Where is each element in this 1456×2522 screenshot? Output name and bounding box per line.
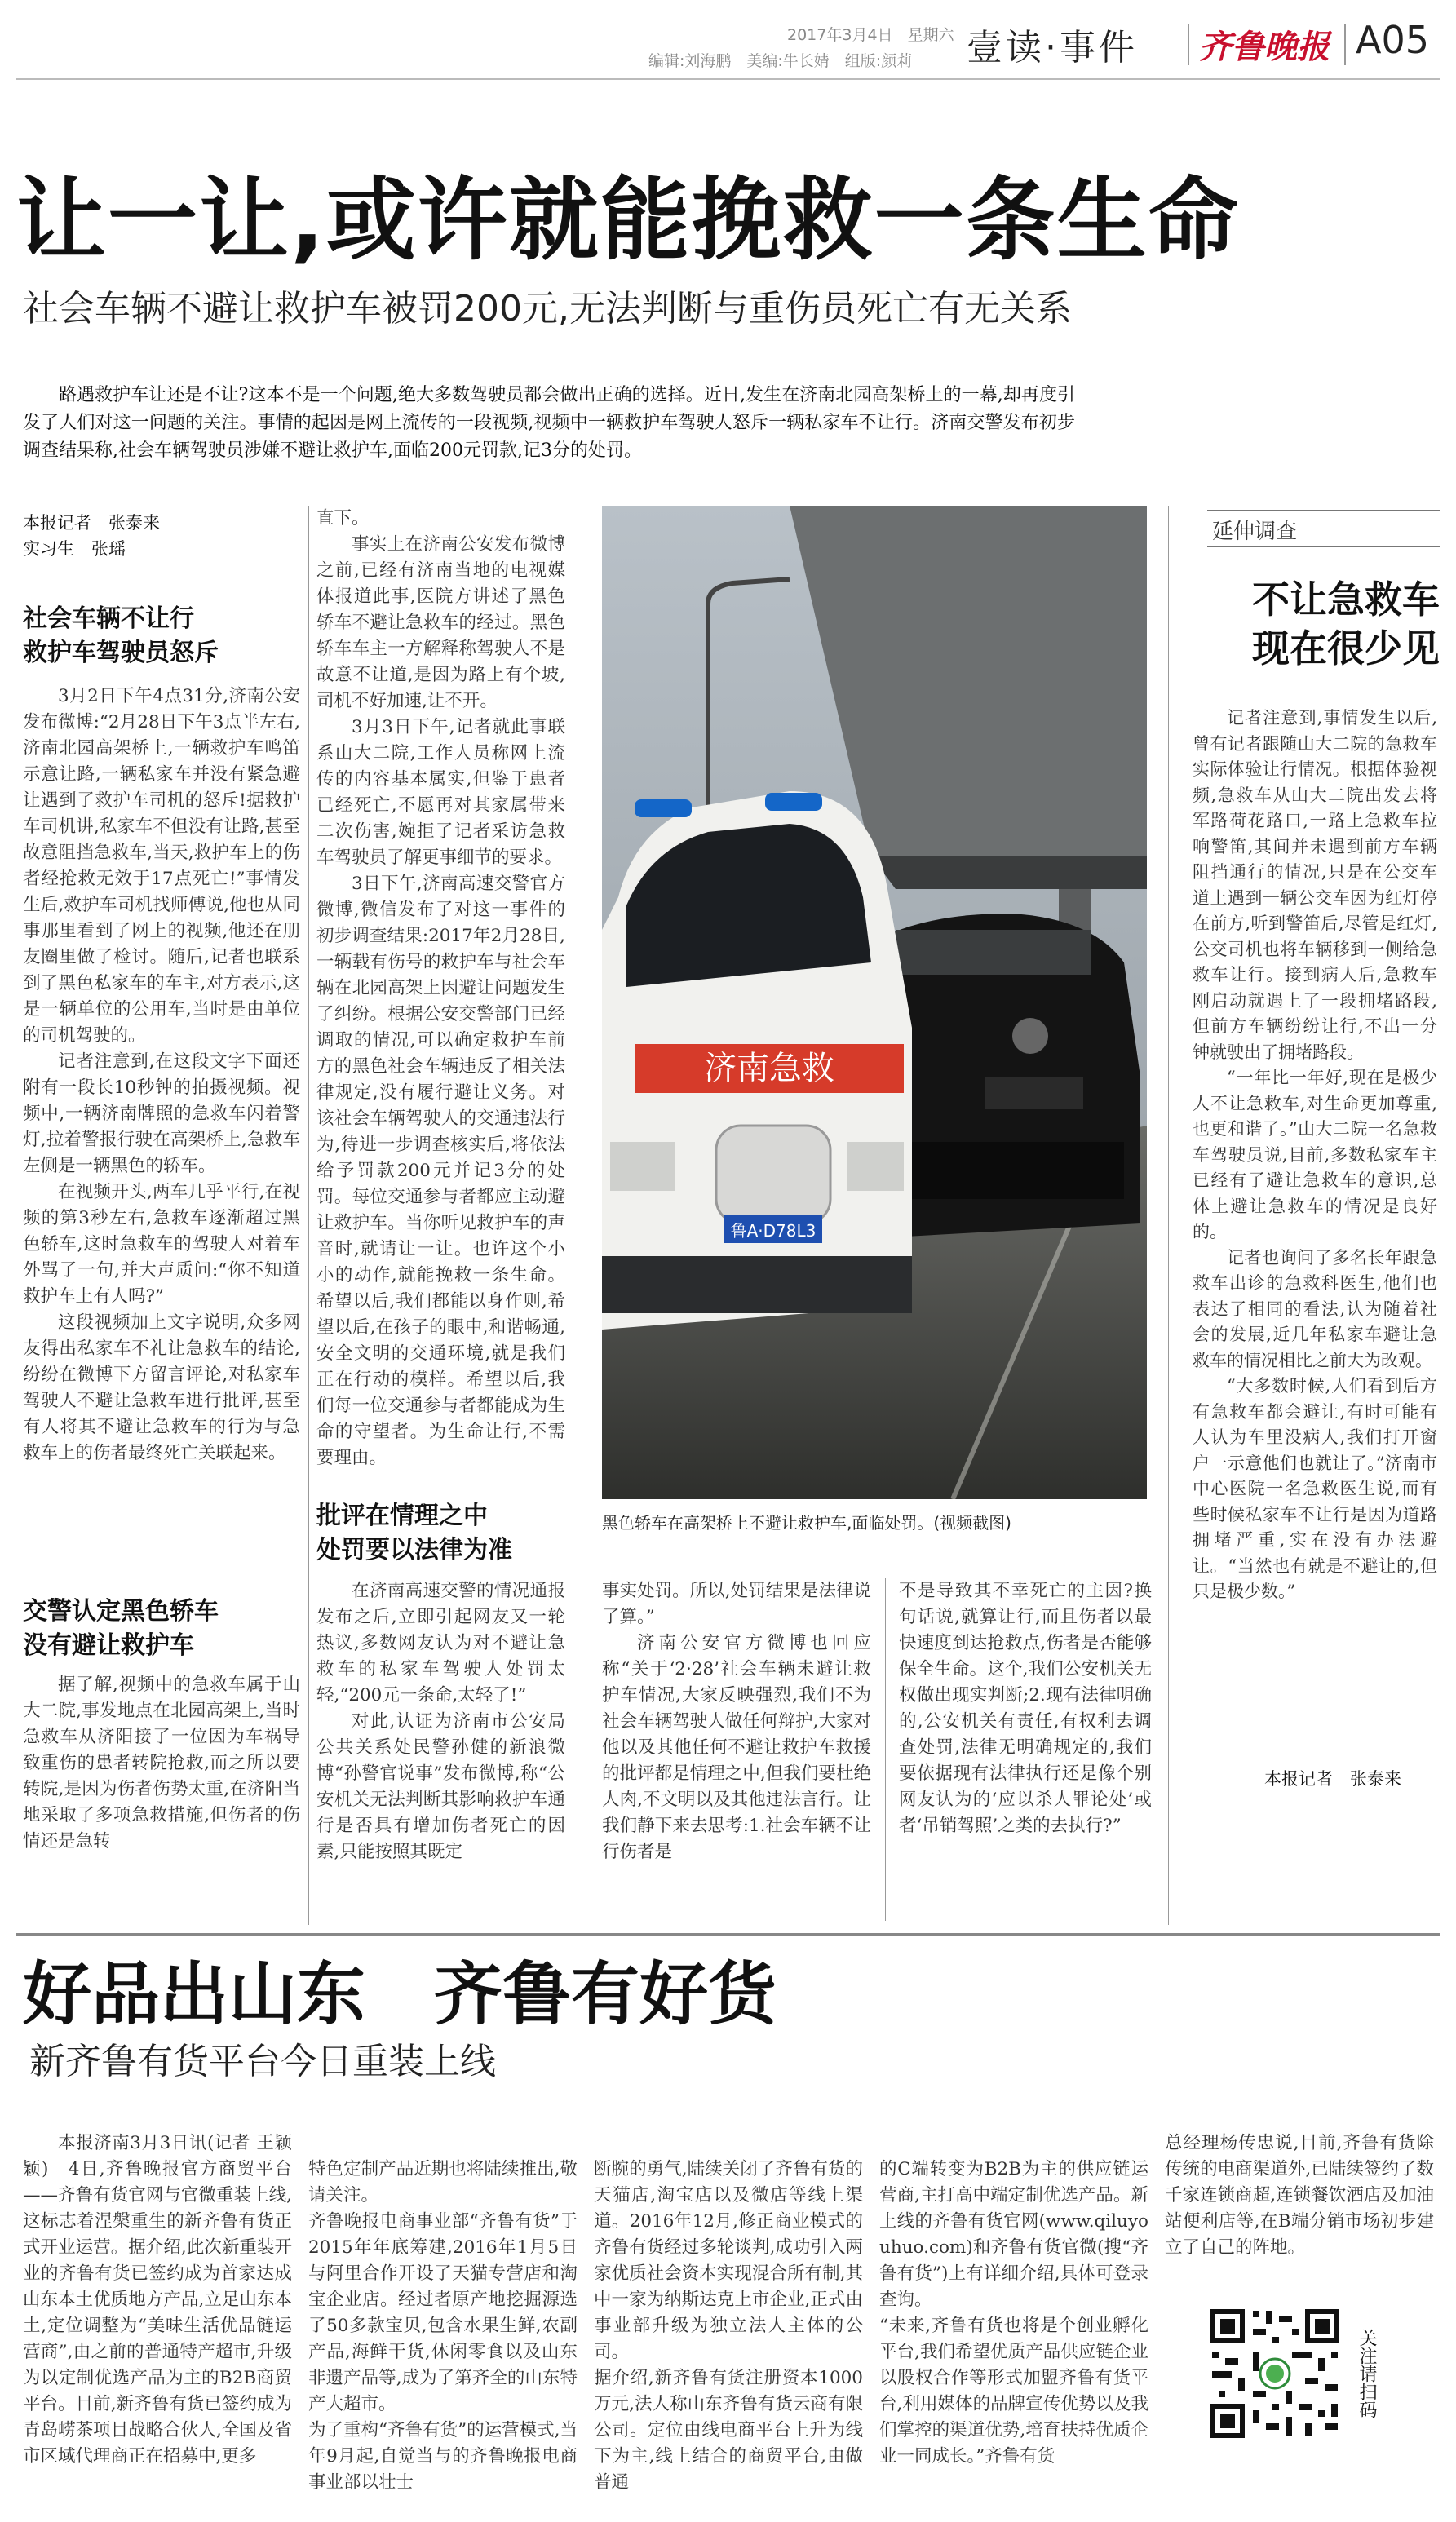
column-rule-3	[885, 1578, 886, 1921]
lead-paragraph: 路遇救护车让还是不让?这本不是一个问题,绝大多数驾驶员都会做出正确的选择。近日,发生在济南北园高架桥上的一幕,却再度引发了人们对这一问题的关注。事情的起因是网上流传的一段视频,视频中一辆救护车驾驶人怒斥一辆私家车不让行。济南交警发布初步调查结果称,社会车辆驾驶员涉嫌不避让救护车,面临200元罚款,记3分的处罚。	[23, 385, 1075, 461]
subhead-2: 交警认定黑色轿车 没有避让救护车	[23, 1597, 219, 1660]
qr-code[interactable]	[1206, 2304, 1344, 2443]
issue-date: 2017年3月4日 星期六	[787, 26, 954, 44]
article2-col4: 的C端转变为B2B为主的供应链运营商,主打高中端定制优选产品。新上线的齐鲁有货官网(www.qiluyouhuo.com)和齐鲁有货官微(搜“齐鲁有货”)上有详细介绍,具体可登录查询。 “未来,齐鲁有货也将是个创业孵化平台,我们希望优质产品供应链企业以股权合作等形式加盟齐鲁有货平台,利用媒体的品牌宣传优势以及我们掌控的渠道优势,培育扶持优质企业一同成长。”齐鲁有货	[879, 2159, 1148, 2467]
column-rule-1	[308, 506, 309, 1925]
headline-2: 好品出山东 齐鲁有好货	[23, 1954, 777, 2034]
news-photo	[602, 506, 1147, 1499]
qr-caption: 关注请扫码	[1356, 2329, 1377, 2418]
header-divider-2	[1344, 24, 1346, 65]
header-rule	[16, 78, 1440, 80]
subhead-3: 批评在情理之中 处罚要以法律为准	[316, 1502, 512, 1564]
byline-reporter: 本报记者 张泰来	[23, 513, 160, 533]
article1-col3: 事实处罚。所以,处罚结果是法律说了算。” 济南公安官方微博也回应称“关于‘2·28’社会车辆未避让救护车情况,大家反映强烈,我们不为社会车辆驾驶人做任何辩护,大家对他以及其他任何不避让救护车救援的批评都是情理之中,但我们要杜绝人肉,不文明以及其他违法言行。让我们静下来去思考:1.社会车辆不让行伤者是	[602, 1581, 871, 1862]
newspaper-logo: 齐鲁晚报	[1199, 28, 1330, 66]
license-plate: 鲁A·D78L3	[730, 1221, 817, 1241]
headline: 让一让,或许就能挽救一条生命	[16, 168, 1240, 272]
article1-col2-lower: 在济南高速交警的情况通报发布之后,立即引起网友又一轮热议,多数网友认为对不避让急救车的私家车驾驶人处罚太轻,“200元一条命,太轻了!” 对此,认证为济南市公安局公共关系处民警孙健的新浪微博“孙警官说事”发布微博,称“公安机关无法判断其影响救护车通行是否具有增加伤者死亡的因素,只能按照其既定	[316, 1581, 565, 1862]
article1-col1-upper: 3月2日下午4点31分,济南公安发布微博:“2月28日下午3点半左右,济南北园高架桥上,一辆救护车鸣笛示意让路,一辆私家车并没有紧急避让遇到了救护车司机的怒斥!据救护车司机讲,私家车不但没有让路,甚至故意阻挡急救车,当天,救护车上的伤者经抢救无效于17点死亡!”事情发生后,救护车司机找师傅说,他也从同事那里看到了网上的视频,他还在朋友圈里做了检讨。随后,记者也联系到了黑色私家车的车主,对方表示,这是一辆单位的公用车,当时是由单位的司机驾驶的。 记者注意到,在这段文字下面还附有一段长10秒钟的拍摄视频。视频中,一辆济南牌照的急救车闪着警灯,拉着警报行驶在高架桥上,急救车左侧是一辆黑色的轿车。 在视频开头,两车几乎平行,在视频的第3秒左右,急救车逐渐超过黑色轿车,这时急救车的驾驶人对着车外骂了一句,并大声质问:“你不知道救护车上有人吗?” 这段视频加上文字说明,众多网友得出私家车不礼让急救车的结论,纷纷在微博下方留言评论,对私家车驾驶人不避让急救车进行批评,甚至有人将其不避让急救车的行为与急救车上的伤者最终死亡关联起来。	[23, 686, 300, 1463]
header-divider	[1188, 24, 1189, 65]
article1-col1-lower: 据了解,视频中的急救车属于山大二院,事发地点在北园高架上,当时急救车从济阳接了一位因为车祸导致重伤的患者转院抢救,而之所以要转院,是因为伤者伤势太重,在济阳当地采取了多项急救措施,但伤者的伤情还是急转	[23, 1675, 300, 1852]
article2-col5: 总经理杨传忠说,目前,齐鲁有货除传统的电商渠道外,已陆续签约了数千家连锁商超,连锁餐饮酒店及加油站便利店等,在B端分销市场初步建立了自己的阵地。	[1165, 2133, 1434, 2258]
sidebar-byline: 本报记者 张泰来	[1264, 1769, 1401, 1789]
subheadline: 社会车辆不避让救护车被罚200元,无法判断与重伤员死亡有无关系	[23, 288, 1072, 330]
sidebar-rule	[1168, 506, 1169, 1925]
editors-credit: 编辑:刘海鹏 美编:牛长婧 组版:颜莉	[648, 52, 913, 70]
sidebar-tag-box	[1207, 510, 1440, 547]
sidebar-body: 记者注意到,事情发生以后,曾有记者跟随山大二院的急救车实际体验让行情况。根据体验视频,急救车从山大二院出发去将军路荷花路口,一路上急救车拉响警笛,其间并未遇到前方车辆阻挡通行的情况,只是在公交车道上遇到一辆公交车因为红灯停在前方,听到警笛后,尽管是红灯,公交司机也将车辆移到一侧给急救车让行。接到病人后,急救车刚启动就遇上了一段拥堵路段,但前方车辆纷纷让行,不出一分钟就驶出了拥堵路段。 “一年比一年好,现在是极少人不让急救车,对生命更加尊重,也更和谐了。”山大二院一名急救车驾驶员说,目前,多数私家车主已经有了避让急救车的意识,总体上避让急救车的情况是良好的。 记者也询问了多名长年跟急救车出诊的急救科医生,他们也表达了相同的看法,认为随着社会的发展,近几年私家车避让急救车的情况相比之前大为改观。 “大多数时候,人们看到后方有急救车都会避让,有时可能有人认为车里没病人,我们打开窗户一示意他们也就让了。”济南市中心医院一名急救医生说,而有些时候私家车不让行是因为道路拥堵严重,实在没有办法避让。“当然也有就是不避让的,但只是极少数。”	[1193, 708, 1437, 1601]
byline-intern: 实习生 张瑶	[23, 539, 126, 559]
subheadline-2: 新齐鲁有货平台今日重装上线	[29, 2041, 496, 2082]
article2-col1: 本报济南3月3日讯(记者 王颖颖) 4日,齐鲁晚报官方商贸平台——齐鲁有货官网与官微重装上线,这标志着涅槃重生的新齐鲁有货正式开业运营。据介绍,此次新重装开业的齐鲁有货已签约成为首家达成山东本土优质地方产品,立足山东本土,定位调整为“美味生活优品链运营商”,由之前的普通特产超市,升级为以定制优选产品为主的B2B商贸平台。目前,新齐鲁有货已签约成为青岛崂茶项目战略合伙人,全国及省市区域代理商正在招募中,更多	[23, 2133, 292, 2467]
ambulance-text: 济南急救	[704, 1050, 834, 1087]
sidebar-tag: 延伸调查	[1212, 520, 1298, 544]
subhead-1: 社会车辆不让行 救护车驾驶员怒斥	[23, 604, 219, 667]
article1-col2-upper: 直下。 事实上在济南公安发布微博之前,已经有济南当地的电视媒体报道此事,医院方讲述了黑色轿车不避让急救车的经过。黑色轿车车主一方解释称驾驶人不是故意不让道,是因为路上有个坡,司机不好加速,让不开。 3月3日下午,记者就此事联系山大二院,工作人员称网上流传的内容基本属实,但鉴于患者已经死亡,不愿再对其家属带来二次伤害,婉拒了记者采访急救车驾驶员了解更事细节的要求。 3日下午,济南高速交警官方微博,微信发布了对这一事件的初步调查结果:2017年2月28日,一辆载有伤号的救护车与社会车辆在北园高架上因避让问题发生了纠纷。根据公安交警部门已经调取的情况,可以确定救护车前方的黑色社会车辆违反了相关法律规定,没有履行避让义务。对该社会车辆驾驶人的交通违法行为,待进一步调查核实后,将依法给予罚款200元并记3分的处罚。每位交通参与者都应主动避让救护车。当你听见救护车的声音时,就请让一让。也许这个小小的动作,就能挽救一条生命。希望以后,我们都能以身作则,希望以后,在孩子的眼中,和谐畅通,安全文明的交通环境,就是我们正在行动的模样。希望以后,我们每一位交通参与者都能成为生命的守望者。为生命让行,不需要理由。	[316, 508, 565, 1468]
ambulance-photo-illustration	[602, 506, 1147, 1499]
article2-col3: 断腕的勇气,陆续关闭了齐鲁有货的天猫店,淘宝店以及微店等线上渠道。2016年12月,修正商业模式的齐鲁有货经过多轮谈判,成功引入两家优质社会资本实现混合所有制,其中一家为纳斯达克上市企业,正式由事业部升级为独立法人主体的公司。 据介绍,新齐鲁有货注册资本1000万元,法人称山东齐鲁有货云商有限公司。定位由线电商平台上升为线下为主,线上结合的商贸平台,由做普通	[594, 2159, 863, 2493]
section-separator	[16, 1933, 1440, 1936]
page-number: A05	[1356, 18, 1430, 62]
sidebar-title: 不让急救车 现在很少见	[1252, 577, 1440, 670]
qr-code-icon	[1206, 2304, 1344, 2443]
article1-col4: 不是导致其不幸死亡的主因?换句话说,就算让行,而且伤者以最快速度到达抢救点,伤者是否能够保全生命。这个,我们公安机关无权做出现实判断;2.现有法律明确的,公安机关有责任,有权利去调查处罚,法律无明确规定的,我们要依据现有法律执行还是像个别网友认为的‘应以杀人罪论处’或者‘吊销驾照’之类的去执行?”	[899, 1581, 1152, 1836]
section-title: 壹读·事件	[967, 27, 1138, 69]
article2-col2: 特色定制产品近期也将陆续推出,敬请关注。 齐鲁晚报电商事业部“齐鲁有货”于2015年年底筹建,2016年1月5日与阿里合作开设了天猫专营店和淘宝企业店。经过者原产地挖掘源选了50多款宝贝,包含水果生鲜,农副产品,海鲜干货,休闲零食以及山东非遗产品等,成为了第齐全的山东特产大超市。 为了重构“齐鲁有货”的运营模式,当年9月起,自觉当与的齐鲁晚报电商事业部以壮士	[308, 2159, 578, 2493]
photo-caption: 黑色轿车在高架桥上不避让救护车,面临处罚。(视频截图)	[602, 1513, 1011, 1533]
